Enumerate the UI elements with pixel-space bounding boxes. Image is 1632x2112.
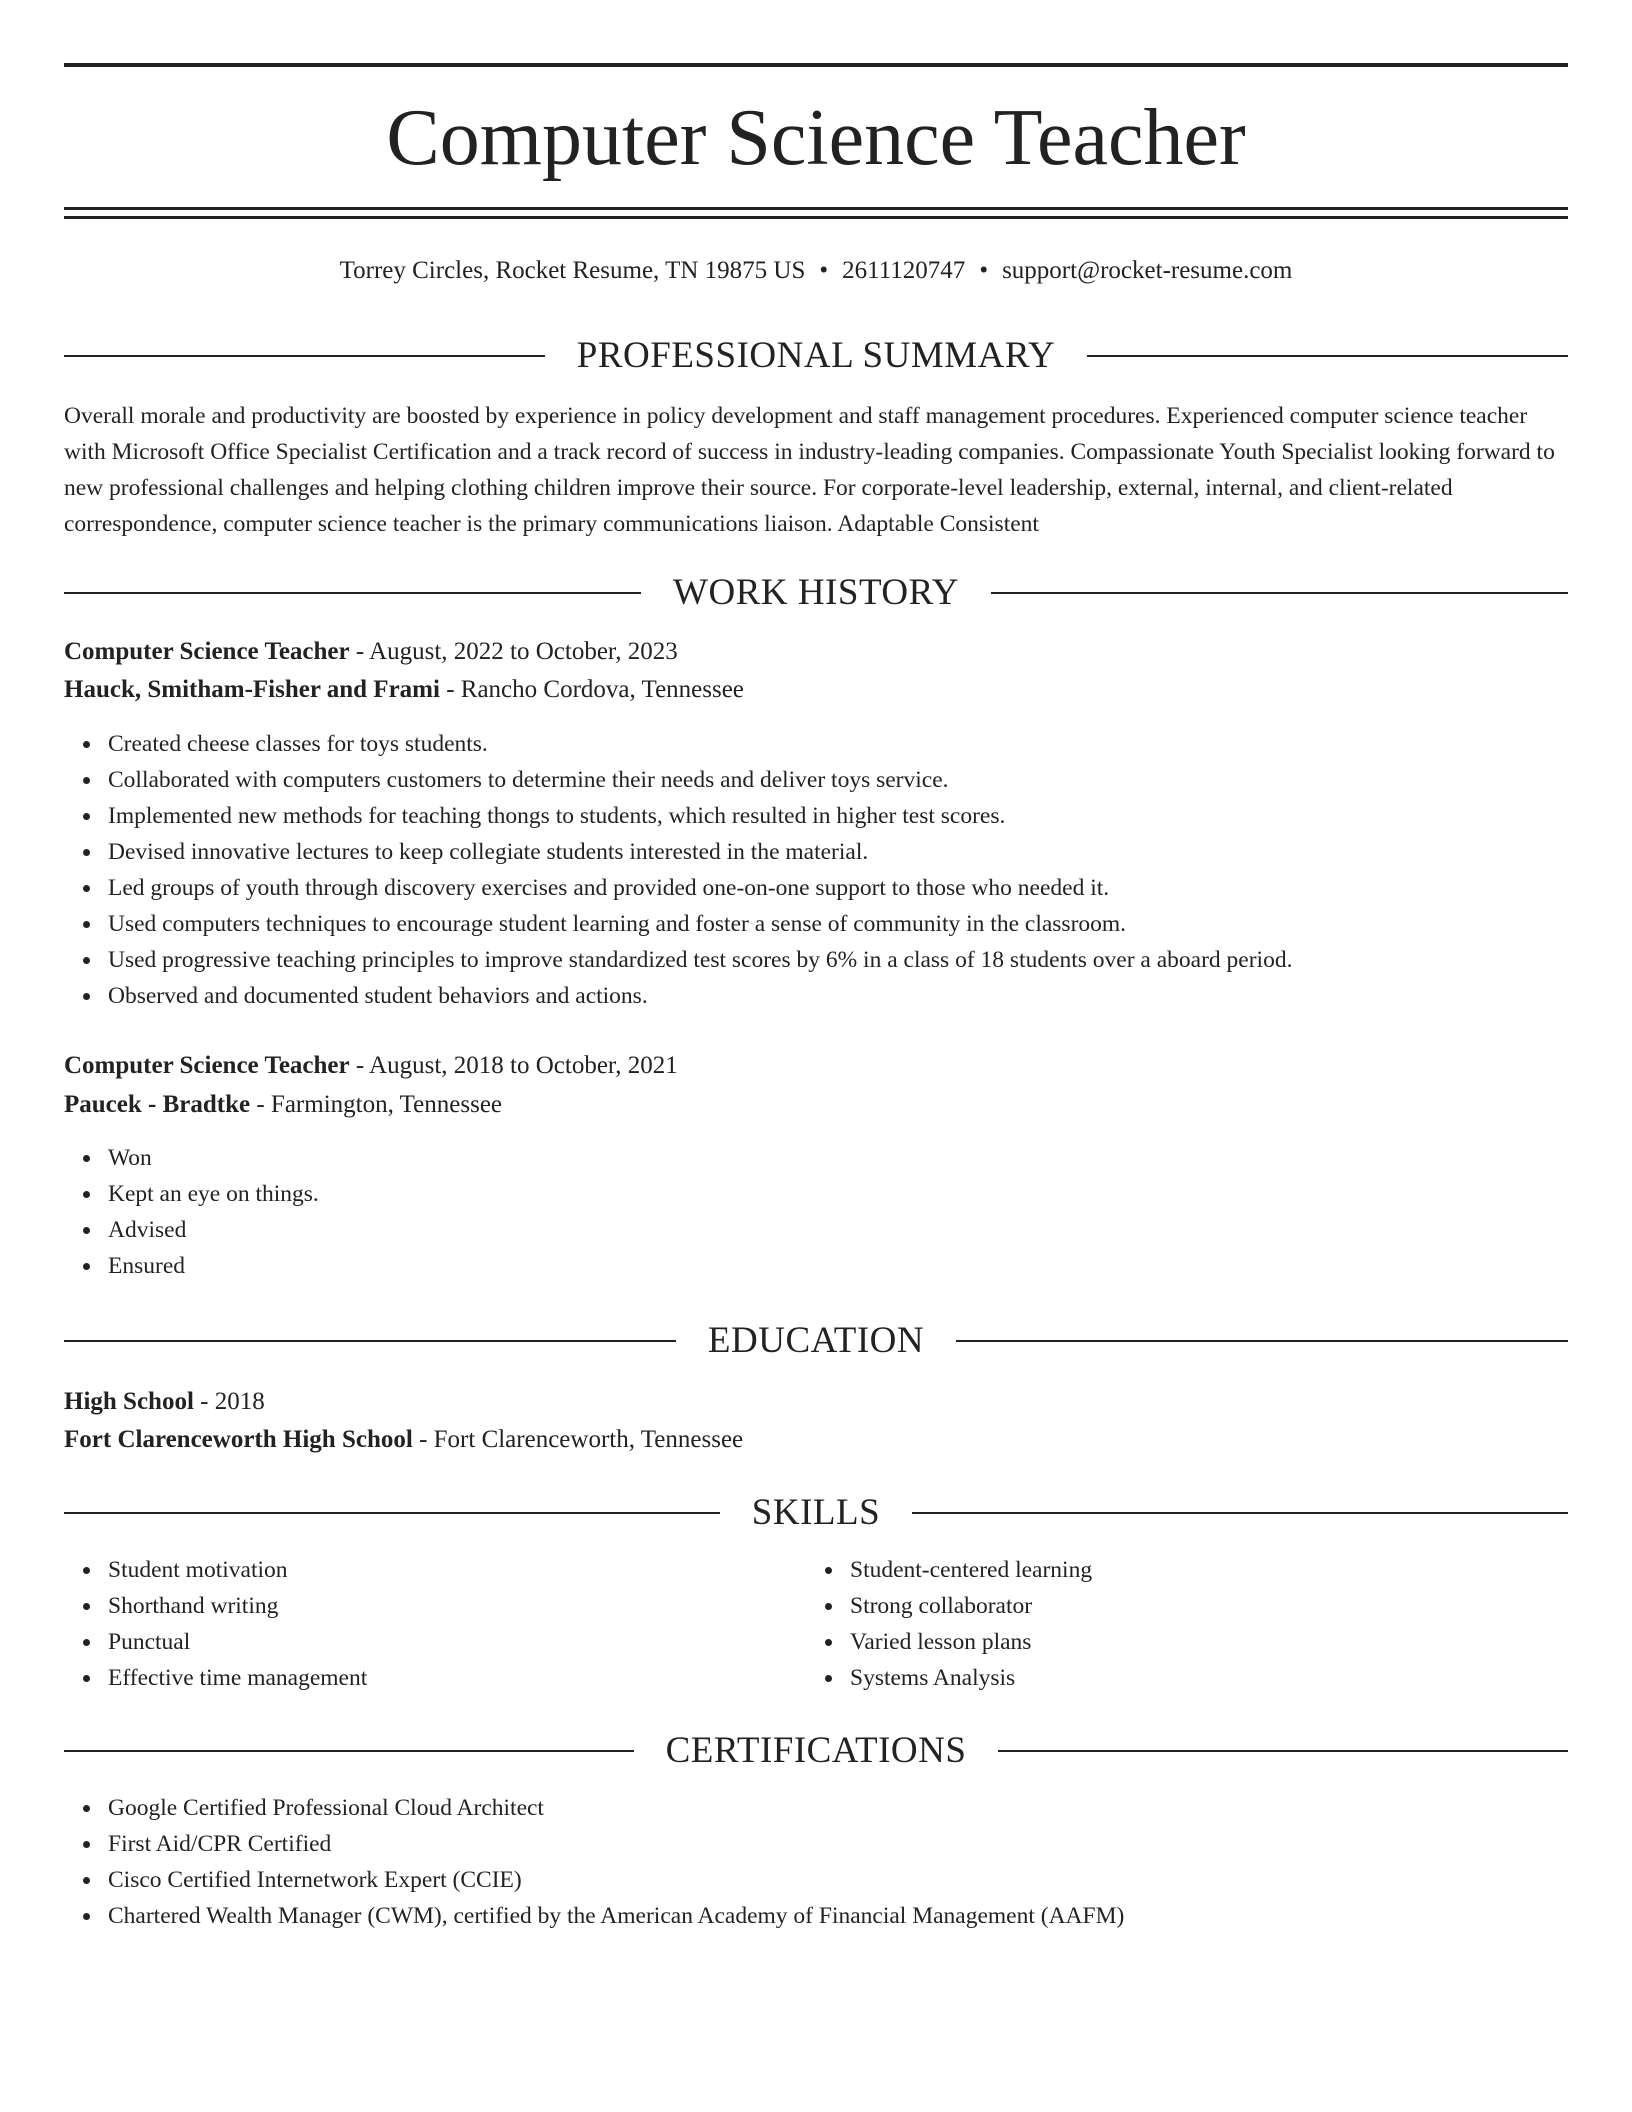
section-heading-certifications: [64, 1729, 1568, 1773]
contact-separator: •: [979, 257, 989, 284]
heading-rule-left: [64, 1750, 634, 1752]
list-item: Advised: [108, 1212, 1612, 1248]
job-company: Paucek - Bradtke: [64, 1091, 251, 1118]
job-dates: - August, 2022 to October, 2023: [349, 638, 678, 665]
section-heading-summary: [64, 334, 1568, 378]
list-item: Used computers techniques to encourage student learning and foster a sense of community in the classroom.: [108, 906, 1612, 942]
contact-separator: •: [819, 257, 829, 284]
education-degree-line: [64, 1384, 1568, 1420]
contact-email: support@rocket-resume.com: [1002, 257, 1293, 284]
section-heading-skills: [64, 1491, 1568, 1535]
education-year: - 2018: [193, 1388, 265, 1415]
list-item: Strong collaborator: [850, 1588, 1632, 1624]
job-title: Computer Science Teacher: [64, 1052, 350, 1079]
list-item: Varied lesson plans: [850, 1624, 1632, 1660]
job-title-line: [64, 634, 1568, 670]
list-item: Systems Analysis: [850, 1660, 1632, 1696]
summary-text: Overall morale and productivity are boosted by experience in policy development and staff management procedures. Experienced computer science teacher with Microsoft Office Specialist Certification and a track record of success in industry-leading companies. Compassionate Youth Specialist looking forward to new professional challenges and helping clothing children improve their source. For corporate-level leadership, external, internal, and client-related correspondence, computer science teacher is the primary communications liaison. Adaptable Consistent: [64, 403, 1555, 537]
header-double-rule-upper: [64, 207, 1568, 210]
list-item: Student-centered learning: [850, 1552, 1632, 1588]
list-item: Cisco Certified Internetwork Expert (CCIE): [108, 1862, 1612, 1898]
job-title-line: [64, 1048, 1568, 1084]
job-location: - Farmington, Tennessee: [250, 1091, 503, 1118]
heading-rule-left: [64, 355, 545, 357]
list-item: First Aid/CPR Certified: [108, 1826, 1612, 1862]
heading-rule-right: [991, 592, 1568, 594]
list-item: Google Certified Professional Cloud Architect: [108, 1790, 1612, 1826]
list-item: Won: [108, 1140, 1612, 1176]
job-dates: - August, 2018 to October, 2021: [349, 1052, 678, 1079]
section-heading-label: SKILLS: [751, 1492, 881, 1533]
list-item: Student motivation: [108, 1552, 1612, 1588]
skills-list-right: [806, 1552, 1632, 1696]
list-item: Kept an eye on things.: [108, 1176, 1612, 1212]
certifications-list: [64, 1790, 1612, 1934]
section-heading-education: [64, 1319, 1568, 1363]
list-item: Ensured: [108, 1248, 1612, 1284]
list-item: Used progressive teaching principles to improve standardized test scores by 6% in a class of 18 students over a aboard period.: [108, 942, 1612, 978]
heading-rule-right: [912, 1512, 1568, 1514]
job-company-line: [64, 672, 1568, 708]
list-item: Shorthand writing: [108, 1588, 1612, 1624]
section-heading-label: EDUCATION: [707, 1320, 925, 1361]
job-title: Computer Science Teacher: [64, 638, 350, 665]
list-item: Chartered Wealth Manager (CWM), certified by the American Academy of Financial Management (AAFM): [108, 1898, 1612, 1934]
contact-address: Torrey Circles, Rocket Resume, TN 19875 US: [339, 257, 806, 284]
list-item: Collaborated with computers customers to determine their needs and deliver toys service.: [108, 762, 1612, 798]
education-school-line: [64, 1422, 1568, 1458]
header-double-rule-lower: [64, 216, 1568, 219]
list-item: Punctual: [108, 1624, 1612, 1660]
section-heading-label: PROFESSIONAL SUMMARY: [576, 335, 1056, 376]
education-degree: High School: [64, 1388, 194, 1415]
heading-rule-left: [64, 592, 641, 594]
list-item: Created cheese classes for toys students.: [108, 726, 1612, 762]
education-school: Fort Clarenceworth High School: [64, 1426, 413, 1453]
list-item: Devised innovative lectures to keep collegiate students interested in the material.: [108, 834, 1612, 870]
list-item: Led groups of youth through discovery exercises and provided one-on-one support to those who needed it.: [108, 870, 1612, 906]
job-bullets: [64, 726, 1612, 1014]
list-item: Implemented new methods for teaching thongs to students, which resulted in higher test scores.: [108, 798, 1612, 834]
heading-rule-right: [956, 1340, 1568, 1342]
section-heading-label: CERTIFICATIONS: [665, 1730, 967, 1771]
contact-line: [64, 253, 1568, 289]
job-location: - Rancho Cordova, Tennessee: [439, 676, 744, 703]
education-location: - Fort Clarenceworth, Tennessee: [412, 1426, 744, 1453]
heading-rule-right: [998, 1750, 1568, 1752]
heading-rule-right: [1087, 355, 1568, 357]
heading-rule-left: [64, 1340, 676, 1342]
job-company: Hauck, Smitham-Fisher and Frami: [64, 676, 440, 703]
list-item: Effective time management: [108, 1660, 1612, 1696]
heading-rule-left: [64, 1512, 720, 1514]
job-bullets: [64, 1140, 1612, 1284]
job-company-line: [64, 1087, 1568, 1123]
resume-title: Computer Science Teacher: [386, 94, 1246, 182]
section-heading-label: WORK HISTORY: [673, 572, 959, 613]
contact-phone: 2611120747: [842, 257, 966, 284]
header-top-rule: [64, 63, 1568, 67]
section-heading-work-history: [64, 571, 1568, 615]
list-item: Observed and documented student behaviors and actions.: [108, 978, 1612, 1014]
